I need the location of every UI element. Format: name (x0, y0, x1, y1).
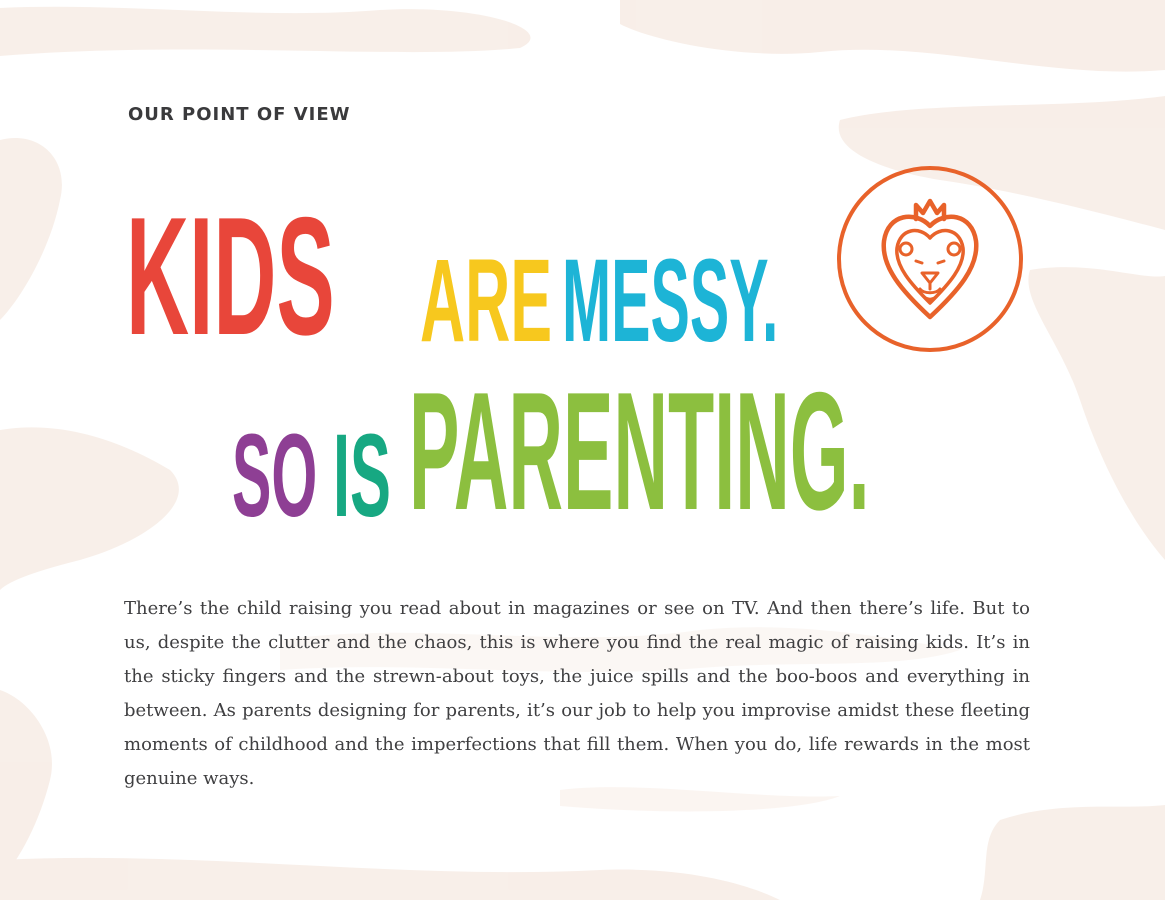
headline-word-are: ARE (420, 235, 553, 367)
headline-word-kids: KIDS (126, 182, 335, 370)
headline-word-messy: MESSY. (561, 235, 778, 367)
headline-line-2 (232, 357, 933, 545)
headline-word-is: IS (332, 410, 391, 542)
headline-word-so: SO (232, 410, 318, 542)
headline-word-parenting: PARENTING. (409, 357, 870, 545)
section-label: OUR POINT OF VIEW (128, 104, 351, 125)
body-paragraph: There’s the child raising you read about in magazines or see on TV. And then there’s life. But to us, despite the clutter and the chaos, this is where you find the real magic of raising kids. It’s in the sticky fingers and the strewn-about toys, the juice spills and the boo-boos and everything in between. As parents designing for parents, it’s our job to help you improvise amidst these fleeting moments of childhood and the imperfections that fill them. When you do, life rewards in the most genuine ways. (124, 598, 1030, 789)
lion-heart-crown-icon (834, 163, 1026, 355)
headline-line-1 (126, 182, 854, 370)
